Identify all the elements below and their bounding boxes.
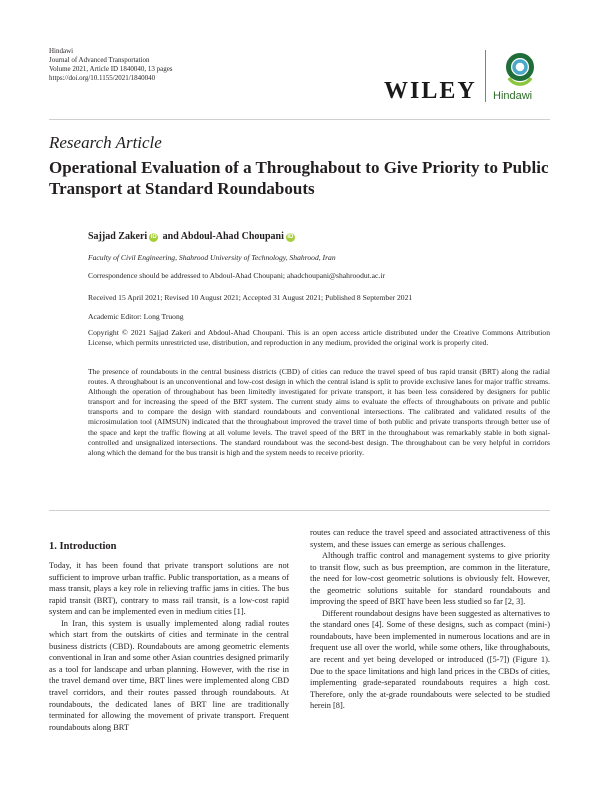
paragraph: In Iran, this system is usually implemented along radial routes which start from the outskirts of cities and terminate in the central business districts (CBD). Roundabouts are among geometric elements conventional in Iran and some other Asian countries designed primarily as a tool for landscape and urban planning. However, with the rise in the travel demand over time, BRT lines were implemented along CBD travel corridors, and their routes passed through roundabouts. At roundabouts, the dedicated lanes of BRT line are traditionally terminated for allowing the movement of private transport. Frequent roundabouts along BRT: [49, 618, 289, 732]
paragraph: routes can reduce the travel speed and associated attractiveness of this system, and these issues can emerge as serious challenges.: [310, 528, 550, 549]
journal-name: Journal of Advanced Transportation: [49, 56, 150, 64]
article-dates: Received 15 April 2021; Revised 10 August 2021; Accepted 31 August 2021; Published 8 September 2021: [88, 293, 413, 302]
author-joiner: and: [162, 231, 179, 242]
article-type: Research Article: [49, 133, 162, 152]
orcid-icon[interactable]: iD: [287, 234, 294, 240]
right-column: [310, 527, 550, 712]
orcid-icon[interactable]: iD: [150, 234, 157, 240]
article-title: Operational Evaluation of a Throughabout to Give Priority to Public Transport at Standard Roundabouts: [49, 158, 549, 198]
abstract-divider: [49, 510, 550, 511]
copyright-notice: Copyright © 2021 Sajjad Zakeri and Abdoul-Ahad Choupani. This is an open access article distributed under the Creative Commons Attribution License, which permits unrestricted use, distribution, and reproduction in any medium, provided the original work is properly cited.: [88, 328, 550, 347]
volume-info: Volume 2021, Article ID 1840040, 13 pages: [49, 65, 173, 73]
header-divider: [49, 119, 550, 120]
author-name: Abdoul-Ahad Choupani: [180, 231, 284, 242]
affiliation: Faculty of Civil Engineering, Shahrood University of Technology, Shahrood, Iran: [88, 253, 336, 262]
wiley-logo: WILEY: [384, 78, 477, 104]
hindawi-logo-text: Hindawi: [493, 90, 533, 102]
hindawi-logo-icon: [500, 52, 540, 86]
section-heading: 1. Introduction: [49, 541, 117, 552]
logo-divider: [485, 50, 486, 102]
abstract: The presence of roundabouts in the central business districts (CBD) of cities can reduce the travel speed of bus rapid transit (BRT) along the radial routes. A throughabout is an unconventional and low-cost design in which the central island is split to provide exclusive lanes for major traffic streams. Although the operation of throughabout has been limitedly investigated for private transport, it has been less considered by designers for public transport and for increasing the speed of the BRT system. The current study aims to evaluate the effects of throughabouts on private and public transports and to compare the design with standard roundabouts and conventional intersections. The calibrated and validated results of the microsimulation tool (AIMSUN) indicated that the throughabout improved the travel time of both public and private transports through better use of the space and kept the traffic flowing at all volume levels. The travel speed of the BRT in the throughabout was remarkably stable in both signal-controlled and unsignalized intersections. The standard roundabout was the second-best design. The throughabout can be very helpful in corridors along which the demand for the bus transit is high and the system needs to receive priority.: [88, 367, 550, 457]
left-column: [49, 540, 289, 733]
author-name: Sajjad Zakeri: [88, 231, 148, 242]
publisher-name: Hindawi: [49, 47, 74, 55]
doi-link[interactable]: https://doi.org/10.1155/2021/1840040: [49, 74, 156, 82]
correspondence: Correspondence should be addressed to Abdoul-Ahad Choupani; ahadchoupani@shahroodut.ac.ir: [88, 271, 385, 280]
paragraph: Although traffic control and management systems to give priority to transit flow, such as bus preemption, are common in the literature, the need for low-cost geometric solutions is obviously felt. However, the geometric solutions suitable for standard roundabouts and improving the speed of BRT have been less studied so far [2, 3].: [310, 551, 550, 607]
journal-info: [49, 47, 173, 83]
author-list: [88, 231, 297, 242]
paragraph: Different roundabout designs have been suggested as alternatives to the standard ones [4]. Some of these designs, such as compact (mini-) roundabouts, have been implemented in numerous locations and are in frequent use all over the world, while some others, like throughabouts, are recent and yet being developed or introduced ([5-7]) (Figure 1). Due to the space limitations and high land prices in the CBDs of cities, implementing grade-separated roundabouts requires a high cost. Therefore, only the at-grade roundabouts were selected to be studied herein [8].: [310, 608, 550, 711]
academic-editor: Academic Editor: Long Truong: [88, 312, 184, 321]
paragraph: Today, it has been found that private transport solutions are not sufficient to improve urban traffic. Public transportation, as a means of mass transit, plays a key role in relieving traffic jams in cities. The bus rapid transit (BRT), contrary to mass rail transit, is a low-cost rapid system and can be implemented even in medium cities [1].: [49, 561, 289, 617]
